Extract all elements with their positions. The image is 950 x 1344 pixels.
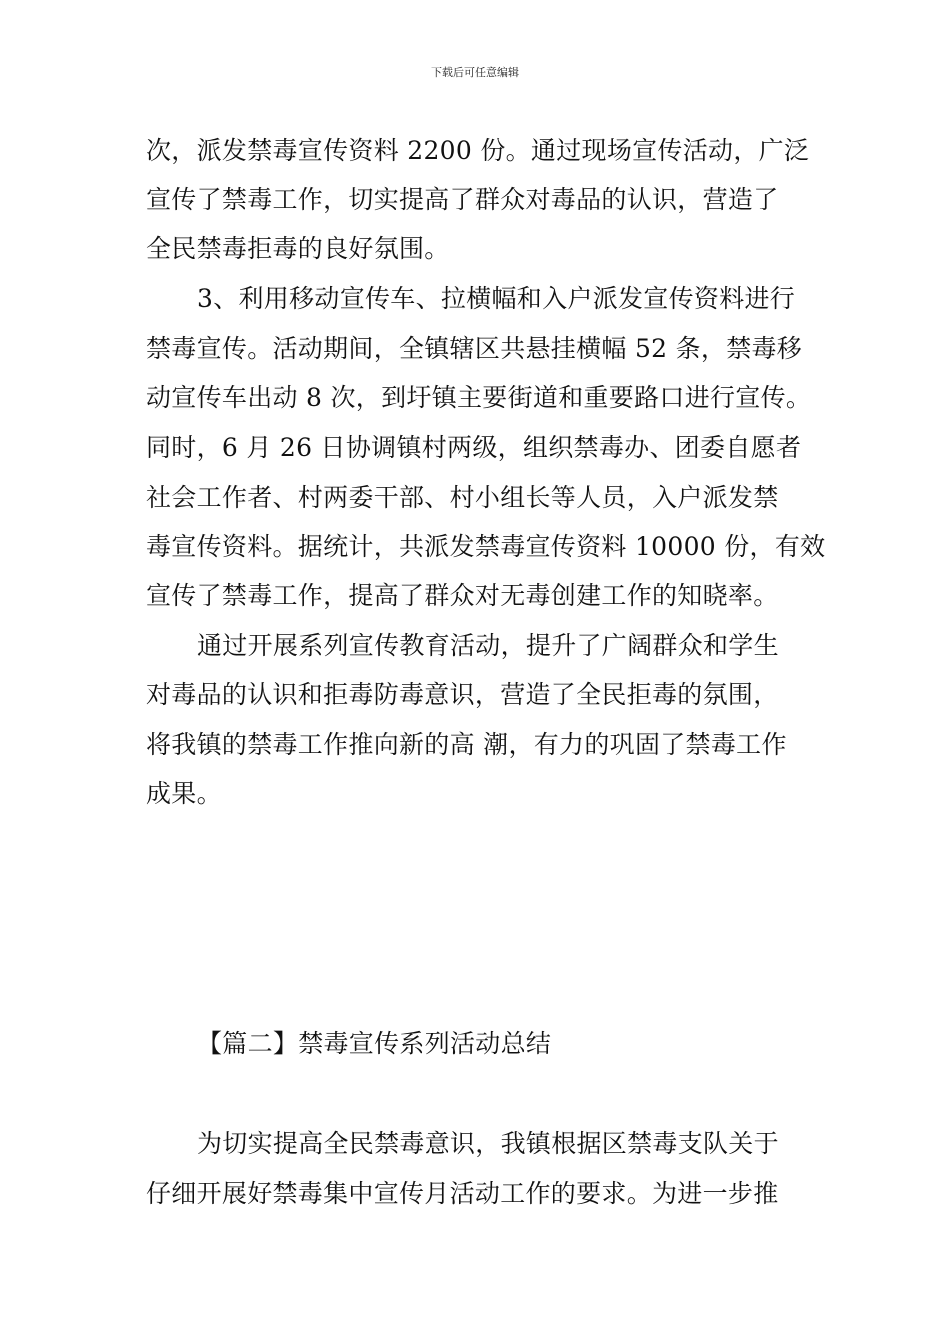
page-header: 下载后可任意编辑 xyxy=(431,66,519,79)
text-line: 成果。 xyxy=(146,779,222,808)
text-line: 动宣传车出动 8 次，到圩镇主要街道和重要路口进行宣传。 xyxy=(146,383,812,412)
text-line: 禁毒宣传。活动期间，全镇辖区共悬挂横幅 52 条，禁毒移 xyxy=(146,334,803,363)
section-title: 【篇二】禁毒宣传系列活动总结 xyxy=(197,1029,552,1058)
text-line: 社会工作者、村两委干部、村小组长等人员，入户派发禁 xyxy=(146,483,779,512)
text-line: 全民禁毒拒毒的良好氛围。 xyxy=(146,234,450,263)
paragraph-first-line: 为切实提高全民禁毒意识，我镇根据区禁毒支队关于 xyxy=(197,1129,779,1158)
text-line: 毒宣传资料。据统计，共派发禁毒宣传资料 10000 份，有效 xyxy=(146,532,826,561)
paragraph-first-line: 3、利用移动宣传车、拉横幅和入户派发宣传资料进行 xyxy=(197,284,796,313)
text-line: 对毒品的认识和拒毒防毒意识，营造了全民拒毒的氛围， xyxy=(146,680,779,709)
text-line: 宣传了禁毒工作，提高了群众对无毒创建工作的知晓率。 xyxy=(146,581,779,610)
text-line: 仔细开展好禁毒集中宣传月活动工作的要求。为进一步推 xyxy=(146,1179,779,1208)
text-line: 将我镇的禁毒工作推向新的高 潮，有力的巩固了禁毒工作 xyxy=(146,730,787,759)
text-line: 宣传了禁毒工作，切实提高了群众对毒品的认识，营造了 xyxy=(146,185,779,214)
paragraph-first-line: 通过开展系列宣传教育活动，提升了广阔群众和学生 xyxy=(197,631,779,660)
text-line: 次，派发禁毒宣传资料 2200 份。通过现场宣传活动，广泛 xyxy=(146,136,810,165)
text-line: 同时，6 月 26 日协调镇村两级，组织禁毒办、团委自愿者 xyxy=(146,433,802,462)
